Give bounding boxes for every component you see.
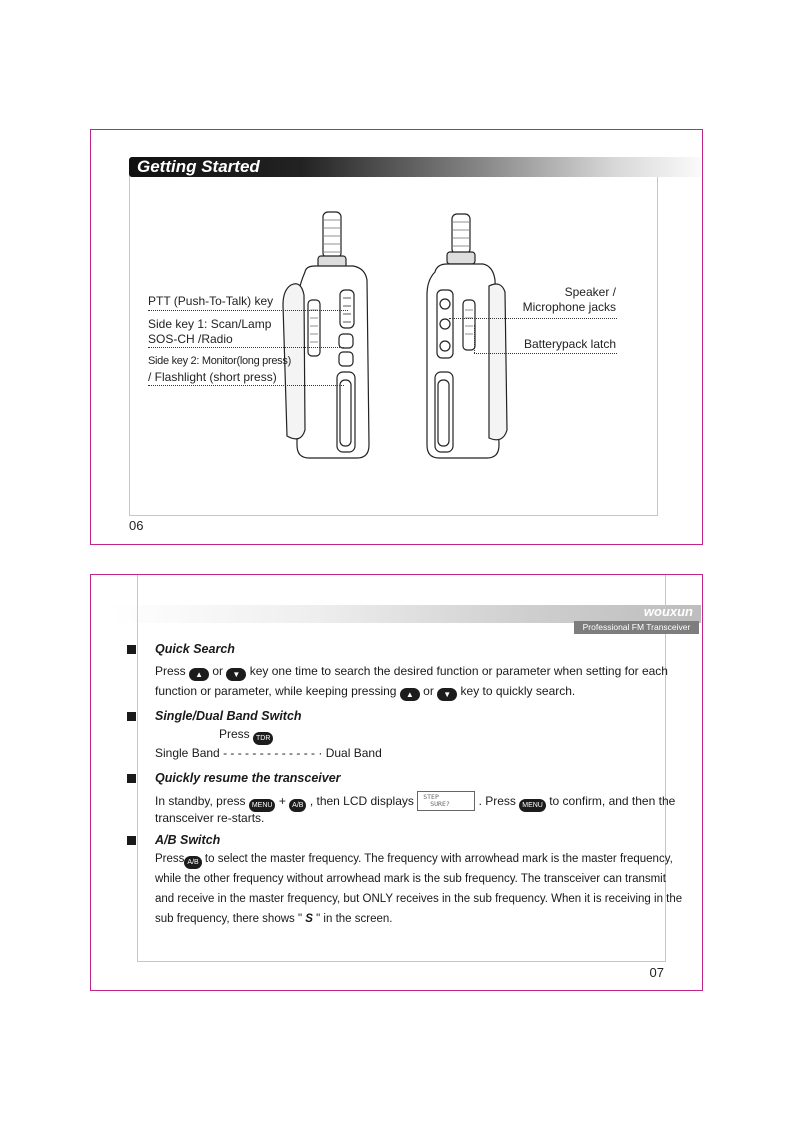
radio-right-side-view [427,214,507,458]
section-resume [127,771,687,823]
menu-key-icon: MENU [249,799,276,812]
section-title: Quick Search [155,642,235,656]
lcd-display-icon: STEP SURE? [417,791,475,811]
bullet-square [127,645,136,654]
battery-latch-label: Batterypack latch [523,337,616,351]
body-line: Press A/B to select the master frequency. The frequency with arrowhead mark is the master frequency, [155,852,673,869]
bullet-square [127,774,136,783]
body-line: function or parameter, while keeping pressing ▲ or ▼ key to quickly search. [155,684,576,699]
body-line: Single Band - - - - - - - - - - - - - · Dual Band [155,746,382,760]
ptt-leader-line [148,310,348,311]
body-line: while the other frequency without arrowhead mark is the sub frequency. The transceiver can transmit [155,873,666,885]
body-line: Press ▲ or ▼ key one time to search the desired function or parameter when setting for each [155,664,668,679]
battery-latch-leader-vertical [474,325,475,353]
section-title: A/B Switch [155,833,221,847]
speaker-label-line1: Speaker / [564,285,616,299]
side-key1-leader-line [148,347,344,348]
side-key2-label-line2: / Flashlight (short press) [148,370,277,384]
sub-frequency-indicator: S [305,913,313,925]
side-key1-label-line2: SOS-CH /Radio [148,332,233,346]
body-line: Press TDR [219,727,273,745]
page-07 [90,574,703,991]
brand-name: wouxun [643,604,693,619]
body-line: sub frequency, there shows " S " in the screen. [155,913,393,925]
down-key-icon: ▼ [226,668,246,681]
section-title: Quickly resume the transceiver [155,771,341,785]
side-key1-label-line1: Side key 1: Scan/Lamp [148,317,272,331]
radio-left-side-view [283,212,369,458]
brand-tagline: Professional FM Transceiver [574,621,699,634]
ab-key-icon: A/B [289,799,306,812]
ab-key-icon: A/B [184,856,201,869]
menu-key-icon: MENU [519,799,546,812]
up-key-icon: ▲ [400,688,420,701]
section-title: Single/Dual Band Switch [155,709,302,723]
battery-latch-leader-line [474,353,617,354]
up-key-icon: ▲ [189,668,209,681]
section-ab-switch [127,833,697,933]
body-line: In standby, press MENU + A/B , then LCD displays STEP SURE? . Press MENU to confirm, and then the [155,791,675,812]
ptt-key-label: PTT (Push-To-Talk) key [148,294,274,308]
section-header-title: Getting Started [137,157,260,176]
brand-logo [574,603,699,636]
page-06 [90,129,703,545]
section-quick-search [127,642,687,702]
section-band-switch [127,709,687,759]
down-key-icon: ▼ [437,688,457,701]
tdr-key-icon: TDR [253,732,273,745]
page-number: 06 [129,518,144,533]
body-line: and receive in the master frequency, but ONLY receives in the sub frequency. When it is receiving in the [155,893,683,905]
speaker-label-line2: Microphone jacks [522,300,616,314]
side-key2-leader-line [148,385,344,386]
bullet-square [127,836,136,845]
bullet-square [127,712,136,721]
page-number: 07 [649,965,664,980]
body-line: transceiver re-starts. [155,811,265,825]
side-key2-label-line1: Side key 2: Monitor(long press) [148,355,291,367]
speaker-leader-line [449,318,617,319]
